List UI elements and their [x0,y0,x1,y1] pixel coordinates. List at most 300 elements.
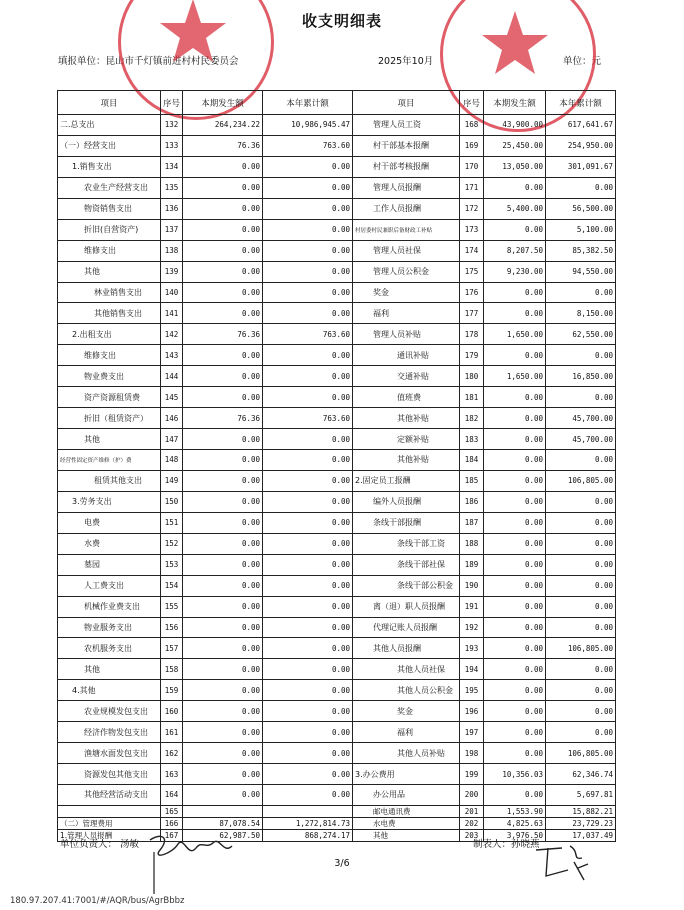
table-row [58,261,616,282]
left-item: 4.其他 [58,680,161,701]
table-row [58,324,616,345]
table-row [58,575,616,596]
right-seq: 203 [460,829,484,841]
right-item: 福利 [353,722,460,743]
right-current-amount: 0.00 [484,743,546,764]
left-current-amount: 0.00 [183,764,263,785]
left-seq: 148 [161,450,183,471]
right-ytd-amount: 0.00 [546,575,616,596]
left-item: 折旧(自营资产) [58,219,161,240]
right-item: 编外人员报酬 [353,491,460,512]
preparer: 制表人：孙晓燕 [473,839,540,850]
left-ytd-amount: 0.00 [263,156,353,177]
right-item: 其他 [353,829,460,841]
right-current-amount: 10,356.03 [484,764,546,785]
table-row [58,366,616,387]
page-url: 180.97.207.41:7001/#/AQR/bus/AgrBbbz [10,896,185,906]
left-seq: 163 [161,764,183,785]
left-seq: 159 [161,680,183,701]
right-ytd-amount: 0.00 [546,345,616,366]
left-item: 租赁其他支出 [58,470,161,491]
left-current-amount: 0.00 [183,429,263,450]
left-seq: 167 [161,829,183,841]
left-seq: 152 [161,533,183,554]
left-ytd-amount: 0.00 [263,366,353,387]
left-current-amount: 0.00 [183,219,263,240]
left-current-amount: 0.00 [183,240,263,261]
right-item: 条线干部工资 [353,533,460,554]
left-ytd-amount [263,805,353,817]
left-seq: 133 [161,135,183,156]
right-current-amount: 0.00 [484,617,546,638]
left-item: 3.劳务支出 [58,491,161,512]
right-item: 离（退）职人员报酬 [353,596,460,617]
left-ytd-amount: 0.00 [263,575,353,596]
right-item: 其他人员社保 [353,659,460,680]
table-row [58,177,616,198]
table-row [58,533,616,554]
right-seq: 175 [460,261,484,282]
right-seq: 177 [460,303,484,324]
right-item: 交通补贴 [353,366,460,387]
left-current-amount: 0.00 [183,387,263,408]
left-seq: 155 [161,596,183,617]
table-row [58,156,616,177]
right-ytd-amount: 0.00 [546,512,616,533]
right-ytd-amount: 17,037.49 [546,829,616,841]
table-row [58,240,616,261]
left-ytd-amount: 0.00 [263,722,353,743]
left-item: 经济作物发包支出 [58,722,161,743]
right-item: 条线干部公积金 [353,575,460,596]
right-item: 水电费 [353,817,460,829]
right-item: 村干部考核报酬 [353,156,460,177]
left-seq: 164 [161,785,183,806]
signature-responsible [142,828,242,898]
right-current-amount: 8,207.50 [484,240,546,261]
left-seq: 156 [161,617,183,638]
left-ytd-amount: 0.00 [263,491,353,512]
right-seq: 186 [460,491,484,512]
left-ytd-amount: 0.00 [263,261,353,282]
right-ytd-amount: 0.00 [546,659,616,680]
right-ytd-amount: 0.00 [546,177,616,198]
right-seq: 173 [460,219,484,240]
left-item: 其他销售支出 [58,303,161,324]
left-current-amount: 0.00 [183,512,263,533]
left-current-amount: 0.00 [183,198,263,219]
right-seq: 182 [460,408,484,429]
left-ytd-amount: 0.00 [263,470,353,491]
left-current-amount: 0.00 [183,261,263,282]
left-ytd-amount: 0.00 [263,177,353,198]
table-row [58,680,616,701]
right-seq: 183 [460,429,484,450]
right-current-amount: 3,976.50 [484,829,546,841]
col-header-seq-right: 序号 [460,91,484,115]
right-current-amount: 43,900.00 [484,115,546,136]
right-ytd-amount: 15,882.21 [546,805,616,817]
right-seq: 190 [460,575,484,596]
left-seq: 147 [161,429,183,450]
report-period: 2025年10月 [378,56,434,67]
right-ytd-amount: 8,150.00 [546,303,616,324]
right-seq: 195 [460,680,484,701]
left-item: 物资销售支出 [58,198,161,219]
right-item: 条线干部社保 [353,554,460,575]
left-seq: 143 [161,345,183,366]
right-current-amount: 0.00 [484,701,546,722]
right-ytd-amount: 254,950.00 [546,135,616,156]
right-seq: 181 [460,387,484,408]
right-current-amount: 5,400.00 [484,198,546,219]
left-ytd-amount: 763.60 [263,408,353,429]
right-current-amount: 0.00 [484,659,546,680]
left-ytd-amount: 0.00 [263,198,353,219]
right-item: 村居委村民兼职后备财政工补贴 [353,219,460,240]
left-ytd-amount: 0.00 [263,617,353,638]
signature-preparer [532,840,592,884]
left-ytd-amount: 0.00 [263,429,353,450]
table-row [58,659,616,680]
right-seq: 176 [460,282,484,303]
right-item: 奖金 [353,282,460,303]
right-item: 3.办公费用 [353,764,460,785]
left-current-amount: 0.00 [183,533,263,554]
left-item: 1.管理人员报酬 [58,829,161,841]
table-row [58,491,616,512]
left-current-amount: 0.00 [183,617,263,638]
right-ytd-amount: 0.00 [546,387,616,408]
left-current-amount: 0.00 [183,785,263,806]
left-seq: 141 [161,303,183,324]
right-ytd-amount: 94,550.00 [546,261,616,282]
left-ytd-amount: 0.00 [263,701,353,722]
left-current-amount: 264,234.22 [183,115,263,136]
right-item: 代理记账人员报酬 [353,617,460,638]
col-header-current-left: 本期发生额 [183,91,263,115]
right-seq: 171 [460,177,484,198]
left-seq: 140 [161,282,183,303]
right-item: 邮电通讯费 [353,805,460,817]
right-ytd-amount: 0.00 [546,450,616,471]
right-item: 村干部基本报酬 [353,135,460,156]
left-seq: 165 [161,805,183,817]
right-current-amount: 0.00 [484,470,546,491]
table-row [58,638,616,659]
left-seq: 166 [161,817,183,829]
table-header-row [58,91,616,115]
left-current-amount: 0.00 [183,680,263,701]
left-current-amount [183,805,263,817]
left-item: 资产资源租赁费 [58,387,161,408]
table-row [58,303,616,324]
col-header-seq-left: 序号 [161,91,183,115]
table-row [58,805,616,817]
table-row [58,345,616,366]
left-seq: 138 [161,240,183,261]
table-row [58,219,616,240]
right-ytd-amount: 106,805.00 [546,638,616,659]
col-header-item-left: 项目 [58,91,161,115]
left-ytd-amount: 763.60 [263,324,353,345]
right-item: 2.固定员工报酬 [353,470,460,491]
left-current-amount: 0.00 [183,491,263,512]
col-header-ytd-right: 本年累计额 [546,91,616,115]
right-current-amount: 9,230.00 [484,261,546,282]
right-current-amount: 0.00 [484,219,546,240]
right-current-amount: 1,650.00 [484,366,546,387]
right-seq: 201 [460,805,484,817]
table-row [58,115,616,136]
right-ytd-amount: 62,346.74 [546,764,616,785]
left-current-amount: 0.00 [183,638,263,659]
right-current-amount: 0.00 [484,282,546,303]
right-ytd-amount: 85,382.50 [546,240,616,261]
left-item: 水费 [58,533,161,554]
left-item: 资源发包其他支出 [58,764,161,785]
right-item: 条线干部报酬 [353,512,460,533]
right-seq: 199 [460,764,484,785]
right-seq: 178 [460,324,484,345]
left-seq: 135 [161,177,183,198]
right-seq: 198 [460,743,484,764]
right-ytd-amount: 617,641.67 [546,115,616,136]
left-seq: 161 [161,722,183,743]
right-ytd-amount: 5,697.81 [546,785,616,806]
left-item: （一）经营支出 [58,135,161,156]
left-current-amount: 0.00 [183,554,263,575]
left-seq: 160 [161,701,183,722]
left-current-amount: 0.00 [183,743,263,764]
right-seq: 193 [460,638,484,659]
left-current-amount: 0.00 [183,366,263,387]
left-current-amount: 0.00 [183,156,263,177]
right-seq: 189 [460,554,484,575]
left-ytd-amount: 763.60 [263,135,353,156]
right-current-amount: 1,553.90 [484,805,546,817]
left-ytd-amount: 0.00 [263,785,353,806]
right-ytd-amount: 45,700.00 [546,408,616,429]
col-header-ytd-left: 本年累计额 [263,91,353,115]
right-ytd-amount: 0.00 [546,701,616,722]
table-row [58,764,616,785]
left-ytd-amount: 868,274.17 [263,829,353,841]
left-current-amount: 0.00 [183,701,263,722]
right-item: 管理人员公积金 [353,261,460,282]
left-item: 物业费支出 [58,366,161,387]
right-current-amount: 0.00 [484,408,546,429]
right-seq: 196 [460,701,484,722]
right-ytd-amount: 45,700.00 [546,429,616,450]
left-item: 农机服务支出 [58,638,161,659]
right-seq: 188 [460,533,484,554]
table-row [58,722,616,743]
table-row [58,743,616,764]
left-ytd-amount: 0.00 [263,240,353,261]
right-ytd-amount: 62,550.00 [546,324,616,345]
left-ytd-amount: 10,986,945.47 [263,115,353,136]
left-item: 渔塘水面发包支出 [58,743,161,764]
left-item: 电费 [58,512,161,533]
left-item: 折旧（租赁资产） [58,408,161,429]
right-current-amount: 0.00 [484,680,546,701]
left-seq: 145 [161,387,183,408]
left-current-amount: 0.00 [183,177,263,198]
left-current-amount: 0.00 [183,470,263,491]
left-seq: 150 [161,491,183,512]
right-current-amount: 4,825.63 [484,817,546,829]
right-item: 其他人员公积金 [353,680,460,701]
right-item: 管理人员补贴 [353,324,460,345]
right-ytd-amount: 5,100.00 [546,219,616,240]
left-ytd-amount: 1,272,814.73 [263,817,353,829]
table-row [58,554,616,575]
left-seq: 142 [161,324,183,345]
right-current-amount: 0.00 [484,533,546,554]
table-row [58,785,616,806]
right-seq: 191 [460,596,484,617]
table-row [58,135,616,156]
right-current-amount: 0.00 [484,512,546,533]
left-item: （二）管理费用 [58,817,161,829]
left-item: 2.出租支出 [58,324,161,345]
right-seq: 197 [460,722,484,743]
right-seq: 180 [460,366,484,387]
right-ytd-amount: 106,805.00 [546,470,616,491]
left-ytd-amount: 0.00 [263,345,353,366]
left-current-amount: 0.00 [183,659,263,680]
left-item: 农业规模发包支出 [58,701,161,722]
table-row [58,282,616,303]
right-ytd-amount: 0.00 [546,554,616,575]
responsible-person: 单位负责人： 汤敏 [60,839,140,850]
right-seq: 172 [460,198,484,219]
table-row [58,596,616,617]
left-current-amount: 0.00 [183,575,263,596]
left-seq: 139 [161,261,183,282]
table-row [58,450,616,471]
right-current-amount: 0.00 [484,596,546,617]
right-ytd-amount: 0.00 [546,617,616,638]
left-seq: 153 [161,554,183,575]
left-current-amount: 0.00 [183,722,263,743]
left-ytd-amount: 0.00 [263,554,353,575]
left-current-amount: 0.00 [183,282,263,303]
right-current-amount: 13,050.00 [484,156,546,177]
right-item: 通讯补贴 [353,345,460,366]
currency-unit: 单位：元 [563,56,602,67]
right-item: 福利 [353,303,460,324]
left-ytd-amount: 0.00 [263,219,353,240]
right-seq: 185 [460,470,484,491]
right-current-amount: 0.00 [484,429,546,450]
left-item: 农业生产经营支出 [58,177,161,198]
right-item: 管理人员社保 [353,240,460,261]
left-ytd-amount: 0.00 [263,512,353,533]
right-current-amount: 0.00 [484,722,546,743]
left-ytd-amount: 0.00 [263,450,353,471]
left-current-amount: 0.00 [183,303,263,324]
left-item: 其他 [58,659,161,680]
left-seq: 162 [161,743,183,764]
right-ytd-amount: 16,850.00 [546,366,616,387]
right-seq: 170 [460,156,484,177]
right-item: 其他人员补贴 [353,743,460,764]
right-seq: 169 [460,135,484,156]
left-current-amount: 76.36 [183,324,263,345]
left-seq: 137 [161,219,183,240]
right-item: 办公用品 [353,785,460,806]
left-ytd-amount: 0.00 [263,282,353,303]
left-current-amount: 76.36 [183,135,263,156]
right-item: 管理人员工资 [353,115,460,136]
page-title: 收支明细表 [301,12,382,30]
left-ytd-amount: 0.00 [263,764,353,785]
right-item: 定额补贴 [353,429,460,450]
right-ytd-amount: 0.00 [546,282,616,303]
left-ytd-amount: 0.00 [263,680,353,701]
left-current-amount: 0.00 [183,596,263,617]
right-seq: 184 [460,450,484,471]
left-seq: 136 [161,198,183,219]
right-current-amount: 0.00 [484,491,546,512]
table-row [58,617,616,638]
right-seq: 174 [460,240,484,261]
right-seq: 200 [460,785,484,806]
left-item: 机械作业费支出 [58,596,161,617]
left-seq: 149 [161,470,183,491]
left-item: 其他 [58,261,161,282]
right-current-amount: 1,650.00 [484,324,546,345]
left-item: 物业服务支出 [58,617,161,638]
left-item: 维修支出 [58,345,161,366]
right-seq: 194 [460,659,484,680]
right-current-amount: 0.00 [484,387,546,408]
left-seq: 144 [161,366,183,387]
left-item: 二.总支出 [58,115,161,136]
left-ytd-amount: 0.00 [263,303,353,324]
right-seq: 179 [460,345,484,366]
table-row [58,429,616,450]
right-current-amount: 0.00 [484,554,546,575]
income-expense-table [57,90,616,842]
left-seq: 151 [161,512,183,533]
right-item: 奖金 [353,701,460,722]
right-current-amount: 0.00 [484,575,546,596]
right-ytd-amount: 0.00 [546,533,616,554]
right-item: 其他补贴 [353,408,460,429]
right-current-amount: 0.00 [484,303,546,324]
left-current-amount: 0.00 [183,450,263,471]
right-ytd-amount: 0.00 [546,596,616,617]
right-seq: 168 [460,115,484,136]
right-ytd-amount: 0.00 [546,491,616,512]
left-seq: 158 [161,659,183,680]
left-seq: 157 [161,638,183,659]
left-item: 人工费支出 [58,575,161,596]
right-seq: 192 [460,617,484,638]
right-item: 值班费 [353,387,460,408]
left-item: 林业销售支出 [58,282,161,303]
right-item: 其他补贴 [353,450,460,471]
left-seq: 146 [161,408,183,429]
left-ytd-amount: 0.00 [263,533,353,554]
left-current-amount: 76.36 [183,408,263,429]
right-item: 工作人员报酬 [353,198,460,219]
left-item: 其他经营活动支出 [58,785,161,806]
left-ytd-amount: 0.00 [263,596,353,617]
